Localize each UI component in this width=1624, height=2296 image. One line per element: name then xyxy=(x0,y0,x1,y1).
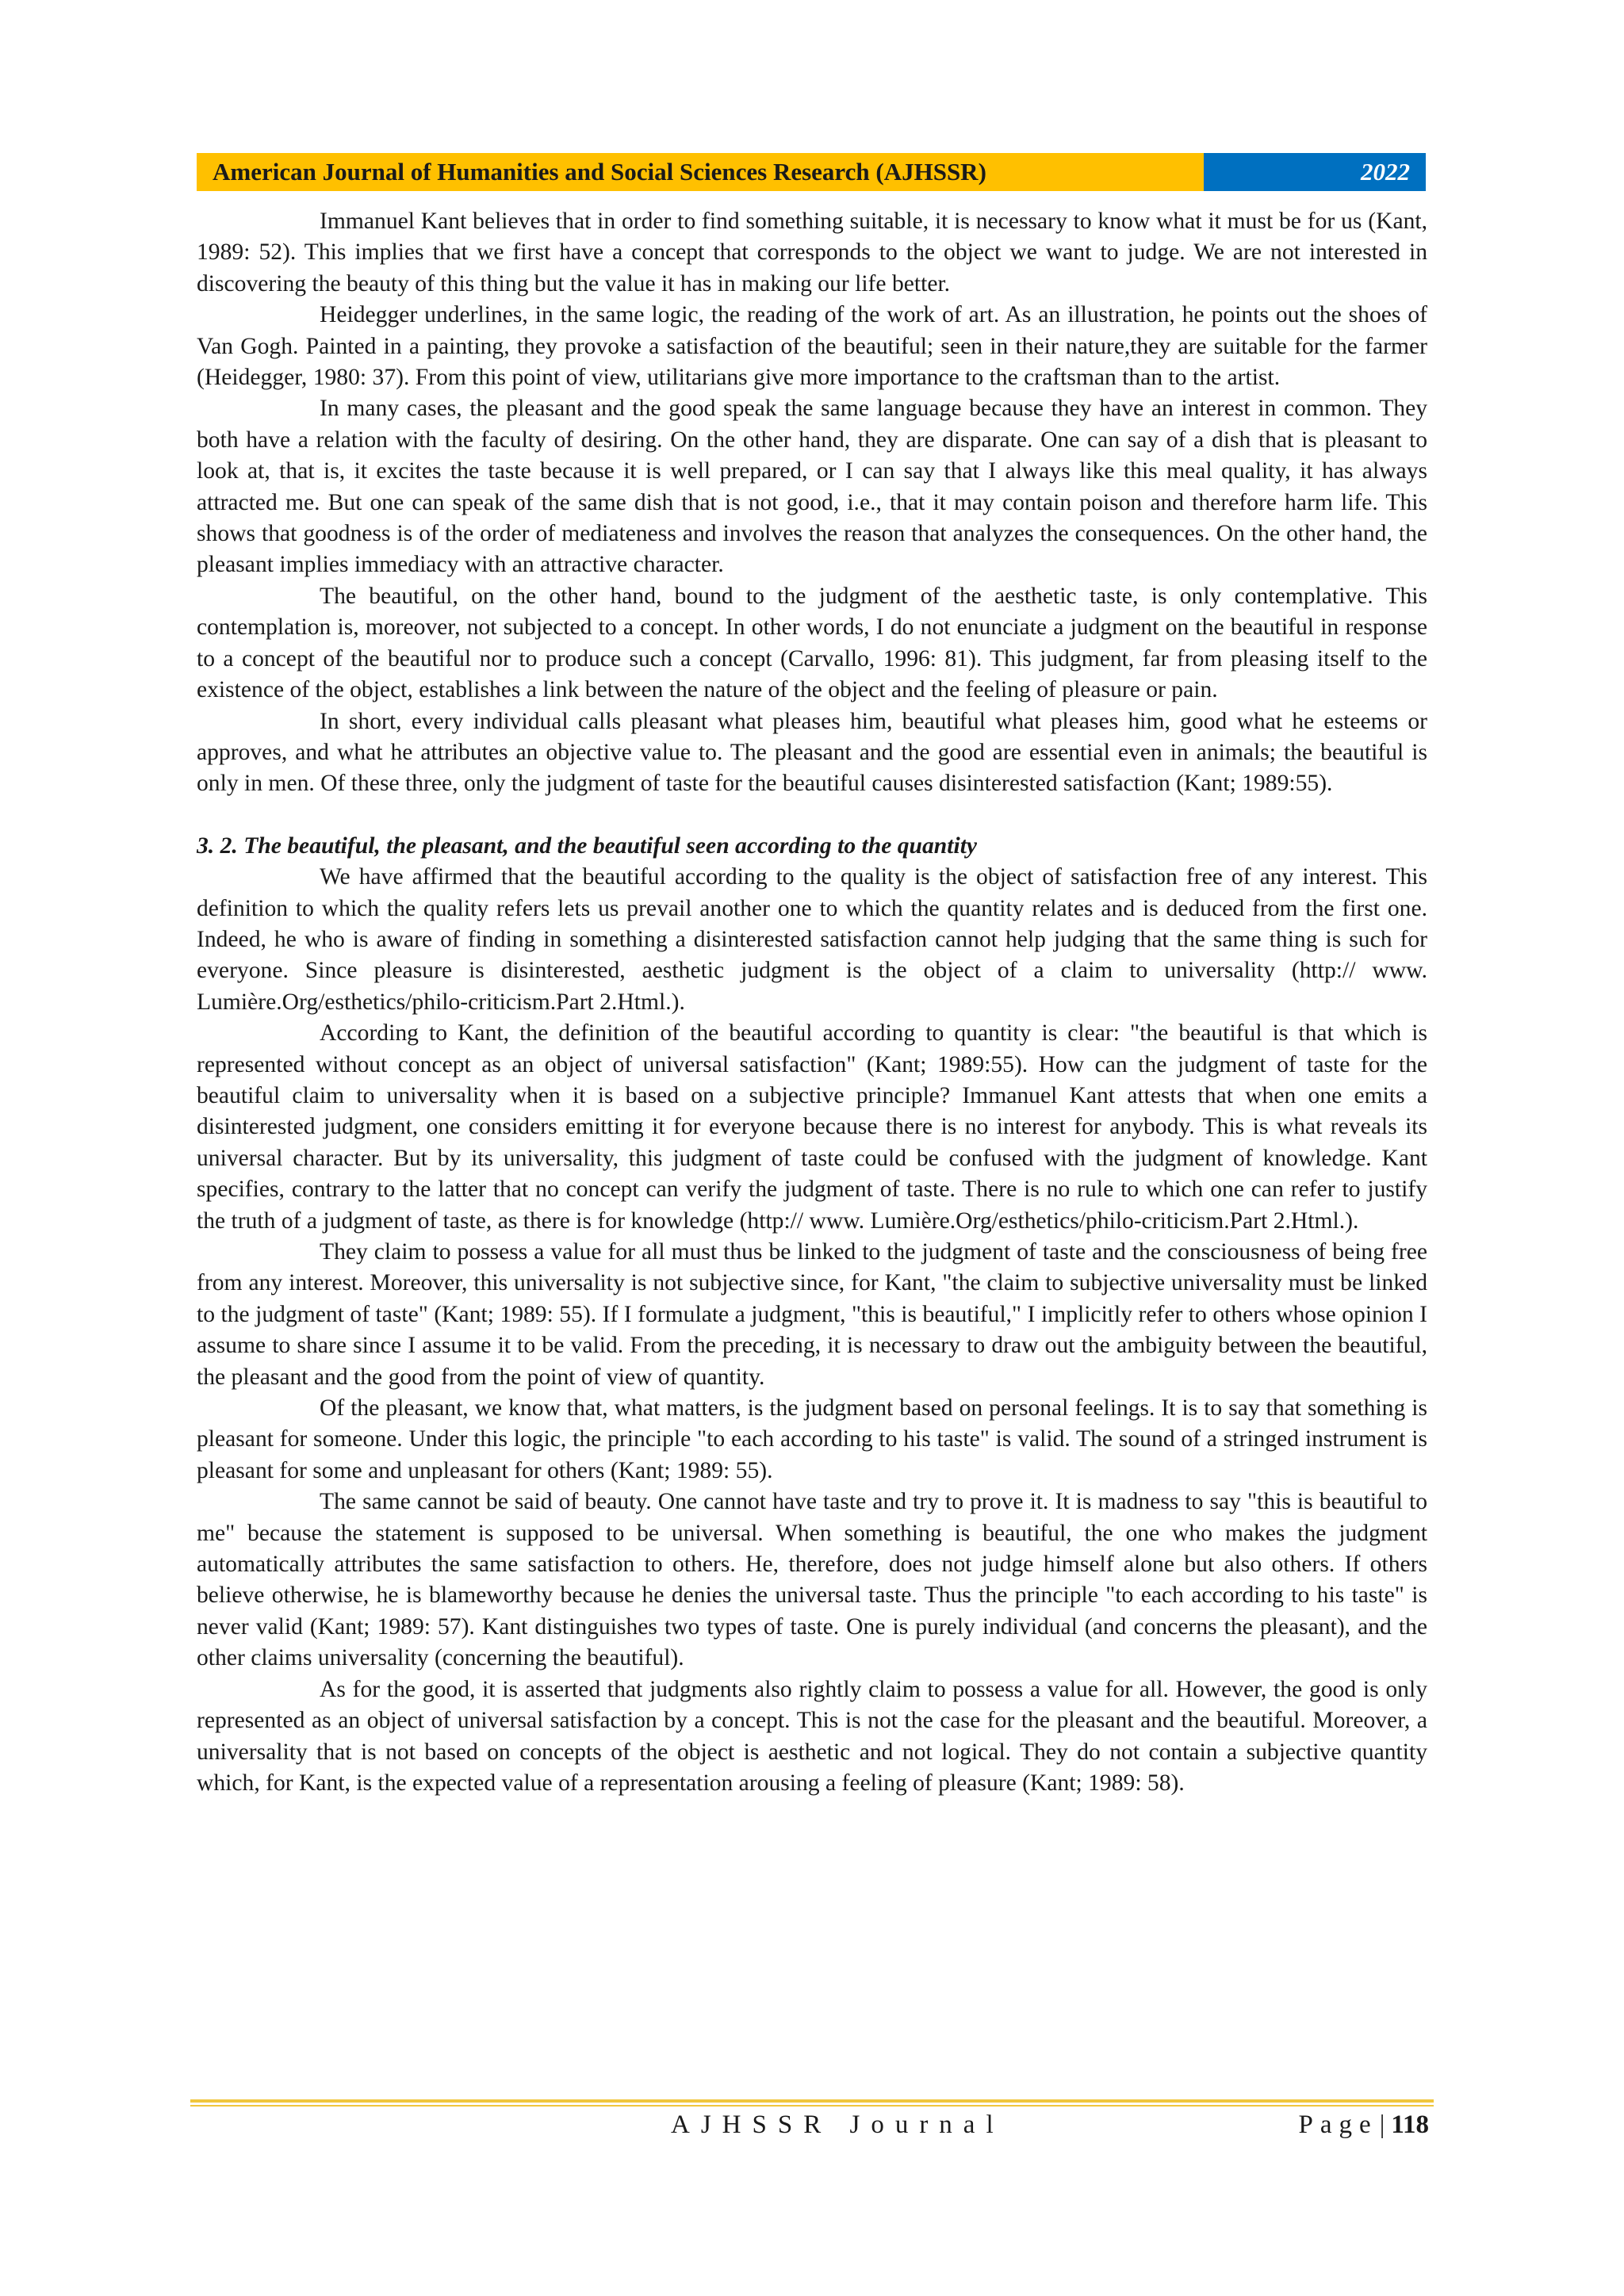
paragraph: In short, every individual calls pleasant what pleases him, beautiful what pleases him, good what he esteems or approves, and what he attributes an objective value to. The pleasant and the good are essential even in animals; the beautiful is only in men. Of these three, only the judgment of taste for the beautiful causes disinterested satisfaction (Kant; 1989:55). xyxy=(197,708,1427,797)
paragraph: Of the pleasant, we know that, what matters, is the judgment based on personal feelings. It is to say that something is pleasant for someone. Under this logic, the principle "to each according to his taste" is valid. The sound of a stringed instrument is pleasant for some and unpleasant for others (Kant; 1989: 55). xyxy=(197,1395,1427,1483)
article-body xyxy=(197,206,1427,1799)
section-heading: 3. 2. The beautiful, the pleasant, and the beautiful seen according to the quantity xyxy=(197,832,978,859)
footer-rule xyxy=(190,2099,1434,2103)
publication-year: 2022 xyxy=(1204,153,1426,191)
running-header xyxy=(197,153,1426,191)
footer-journal-name: AJHSSR Journal xyxy=(671,2110,1005,2139)
paragraph: Heidegger underlines, in the same logic, the reading of the work of art. As an illustration, he points out the shoes of Van Gogh. Painted in a painting, they provoke a satisfaction of the beautiful; seen in their nature,they are suitable for the farmer (Heidegger, 1980: 37). From this point of view, utilitarians give more importance to the craftsman than to the artist. xyxy=(197,302,1427,391)
paragraph: As for the good, it is asserted that judgments also rightly claim to possess a value for all. However, the good is only represented as an object of universal satisfaction by a concept. This is not the case for the pleasant and the beautiful. Moreover, a universality that is not based on concepts of the object is aesthetic and not logical. They do not contain a subjective quantity which, for Kant, is the expected value of a representation arousing a feeling of pleasure (Kant; 1989: 58). xyxy=(197,1676,1427,1796)
paragraph: The same cannot be said of beauty. One cannot have taste and try to prove it. It is madness to say "this is beautiful to me" because the statement is supposed to be universal. When something is beautiful, the one who makes the judgment automatically attributes the same satisfaction to others. He, therefore, does not judge himself alone but also others. If others believe otherwise, he is blameworthy because he denies the universal taste. Thus the principle "to each according to his taste" is never valid (Kant; 1989: 57). Kant distinguishes two types of taste. One is purely individual (and concerns the pleasant), and the other claims universality (concerning the beautiful). xyxy=(197,1489,1427,1671)
paragraph: They claim to possess a value for all must thus be linked to the judgment of taste and the consciousness of being free from any interest. Moreover, this universality is not subjective since, for Kant, "the claim to subjective universality must be linked to the judgment of taste" (Kant; 1989: 55). If I formulate a judgment, "this is beautiful," I implicitly refer to others whose opinion I assume to share since I assume it to be valid. From the preceding, it is necessary to draw out the ambiguity between the beautiful, the pleasant and the good from the point of view of quantity. xyxy=(197,1239,1427,1390)
paragraph: The beautiful, on the other hand, bound to the judgment of the aesthetic taste, is only contemplative. This contemplation is, moreover, not subjected to a concept. In other words, I do not enunciate a judgment on the beautiful in response to a concept of the beautiful nor to produce such a concept (Carvallo, 1996: 81). This judgment, far from pleasing itself to the existence of the object, establishes a link between the nature of the object and the feeling of pleasure or pain. xyxy=(197,583,1427,703)
paragraph: According to Kant, the definition of the beautiful according to quantity is clear: "the beautiful is that which is represented without concept as an object of universal satisfaction" (Kant; 1989:55). How can the judgment of taste for the beautiful claim to universality when it is based on a subjective principle? Immanuel Kant attests that when one emits a disinterested judgment, one considers emitting it for everyone because there is no interest for anybody. This is what reveals its universal character. But by its universality, this judgment of taste could be confused with the judgment of knowledge. Kant specifies, contrary to the latter that no concept can verify the judgment of taste. There is no rule to which one can refer to justify the truth of a judgment of taste, as there is for knowledge (http:// www. Lumière.Org/esthetics/philo-criticism.Part 2.Html.). xyxy=(197,1020,1427,1234)
paragraph: Immanuel Kant believes that in order to find something suitable, it is necessary to know what it must be for us (Kant, 1989: 52). This implies that we first have a concept that corresponds to the object we want to judge. We are not interested in discovering the beauty of this thing but the value it has in making our life better. xyxy=(197,209,1427,297)
page-number: 118 xyxy=(1391,2110,1429,2139)
paragraph: We have affirmed that the beautiful according to the quality is the object of satisfaction free of any interest. This definition to which the quality refers lets us prevail another one to which the quantity relates and is deduced from the first one. Indeed, he who is aware of finding in something a disinterested satisfaction cannot help judging that the same thing is such for everyone. Since pleasure is disinterested, aesthetic judgment is the object of a claim to universality (http:// www. Lumière.Org/esthetics/philo-criticism.Part 2.Html.). xyxy=(197,864,1427,1015)
footer-rule xyxy=(190,2105,1434,2107)
journal-title: American Journal of Humanities and Social Sciences Research (AJHSSR) xyxy=(197,153,1204,191)
page-number-block xyxy=(1299,2110,1429,2140)
paragraph: In many cases, the pleasant and the good speak the same language because they have an interest in common. They both have a relation with the faculty of desiring. On the other hand, they are disparate. One can say of a dish that is pleasant to look at, that is, it excites the taste because it is well prepared, or I can say that I always like this meal quality, it has always attracted me. But one can speak of the same dish that is not good, i.e., that it may contain poison and therefore harm life. This shows that goodness is of the order of mediateness and involves the reason that analyzes the consequences. On the other hand, the pleasant implies immediacy with an attractive character. xyxy=(197,396,1427,578)
page-separator: | xyxy=(1379,2110,1385,2139)
page-label: Page xyxy=(1298,2110,1378,2139)
